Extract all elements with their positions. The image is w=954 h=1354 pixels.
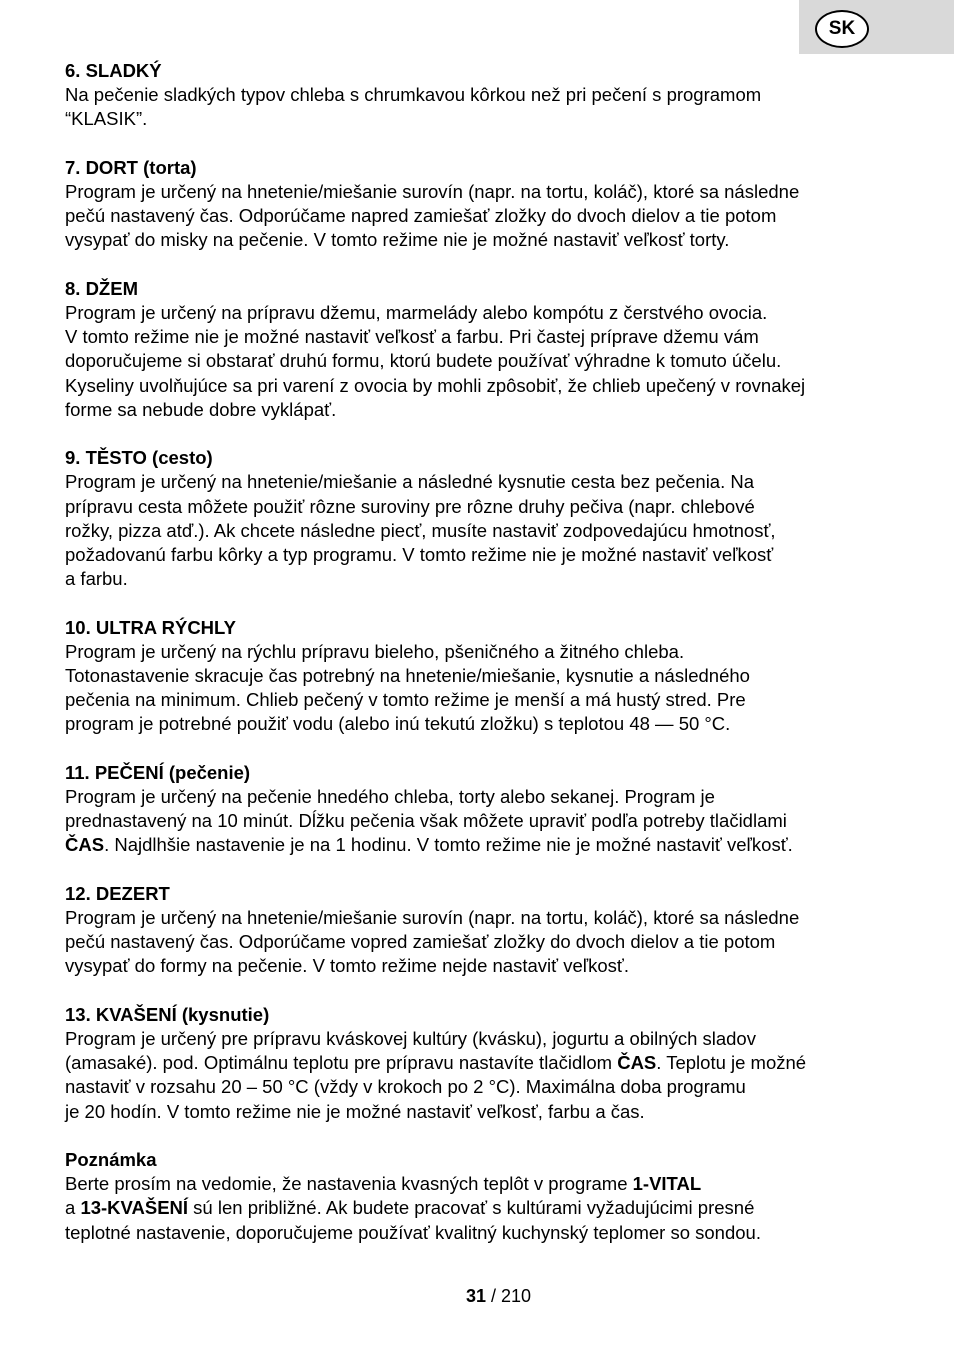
paragraph-text: (amasaké). pod. Optimálnu teplotu pre prípravu nastavíte tlačidlom — [65, 1052, 618, 1074]
paragraph-text: a — [65, 1197, 81, 1219]
paragraph-line: program je potrebné použiť vodu (alebo inú tekutú zložku) s teplotou 48 — 50 °C. — [65, 713, 731, 735]
program-name: 13-KVAŠENÍ — [80, 1197, 189, 1219]
page-total: / 210 — [486, 1286, 532, 1306]
paragraph-line: pečú nastavený čas. Odporúčame vopred zamiešať zložky do dvoch dielov a tie potom — [65, 931, 776, 953]
paragraph-text: sú len približné. Ak budete pracovať s kultúrami vyžadujúcimi presné — [188, 1197, 755, 1219]
page-current: 31 — [466, 1286, 487, 1306]
section-title: 10. ULTRA RÝCHLY — [65, 616, 236, 638]
paragraph-line: rožky, pizza atď.). Ak chcete následne piecť, musíte nastaviť zodpovedajúcu hmotnosť, — [65, 519, 776, 541]
section-dezert — [65, 882, 895, 979]
section-title: 12. DEZERT — [65, 882, 170, 904]
paragraph-line: “KLASIK”. — [65, 108, 148, 130]
paragraph-line: a farbu. — [65, 568, 128, 590]
section-testo — [65, 446, 895, 591]
page-number — [466, 1286, 531, 1307]
paragraph-line: Kyseliny uvolňujúce sa pri varení z ovocia by mohli zpôsobiť, že chlieb upečený v rovnakej — [65, 374, 806, 396]
language-badge: SK — [815, 10, 869, 48]
paragraph-line: doporučujeme si obstarať druhú formu, ktorú budete používať výhradne k tomuto účelu. — [65, 350, 782, 372]
paragraph-line: teplotné nastavenie, doporučujeme používať kvalitný kuchynský teplomer so sondou. — [65, 1221, 761, 1243]
paragraph-line: Program je určený na pečenie hnedého chleba, torty alebo sekanej. Program je — [65, 786, 715, 808]
section-dort — [65, 156, 895, 253]
paragraph-line: Program je určený na rýchlu prípravu bieleho, pšeničného a žitného chleba. — [65, 640, 685, 662]
section-peceni — [65, 761, 895, 858]
paragraph-line: prednastavený na 10 minút. Dĺžku pečenia však môžete upraviť podľa potreby tlačidlami — [65, 810, 787, 832]
paragraph-line: Program je určený na prípravu džemu, marmelády alebo kompótu z čerstvého ovocia. — [65, 302, 768, 323]
language-tab — [799, 0, 954, 54]
paragraph-line: vysypať do formy na pečenie. V tomto režime nejde nastaviť veľkosť. — [65, 955, 629, 977]
section-sladky — [65, 59, 895, 132]
paragraph-line: je 20 hodín. V tomto režime nie je možné nastaviť veľkosť, farbu a čas. — [65, 1100, 645, 1122]
cas-button-label: ČAS — [617, 1052, 657, 1074]
note-title: Poznámka — [65, 1149, 157, 1171]
paragraph-line: Program je určený pre prípravu kváskovej kultúry (kvásku), jogurtu a obilných sladov — [65, 1028, 756, 1050]
section-kvaseni — [65, 1003, 895, 1124]
section-title: 8. DŽEM — [65, 277, 138, 299]
paragraph-text: . Najdlhšie nastavenie je na 1 hodinu. V tomto režime nie je možné nastaviť veľkosť. — [104, 834, 793, 856]
section-title: 9. TĚSTO (cesto) — [65, 447, 213, 469]
paragraph-line: V tomto režime nie je možné nastaviť veľkosť a farbu. Pri častej príprave džemu vám — [65, 326, 759, 348]
paragraph-line: Program je určený na hnetenie/miešanie surovín (napr. na tortu, koláč), ktoré sa následne — [65, 907, 800, 929]
paragraph-line: forme sa nebude dobre vyklápať. — [65, 398, 337, 420]
paragraph-line: vysypať do misky na pečenie. V tomto režime nie je možné nastaviť veľkosť torty. — [65, 229, 730, 251]
paragraph-line: prípravu cesta môžete použiť rôzne suroviny pre rôzne druhy pečiva (napr. chlebové — [65, 495, 755, 517]
paragraph-text: Berte prosím na vedomie, že nastavenia kvasných teplôt v programe — [65, 1173, 633, 1195]
section-title: 11. PEČENÍ (pečenie) — [65, 761, 251, 783]
paragraph-line: Totonastavenie skracuje čas potrebný na hnetenie/miešanie, kysnutie a následného — [65, 665, 750, 687]
paragraph-line: pečenia na minimum. Chlieb pečený v tomto režime je menší a má hustý stred. Pre — [65, 689, 746, 711]
program-name: 1-VITAL — [632, 1173, 702, 1195]
section-title: 6. SLADKÝ — [65, 60, 162, 81]
paragraph-line: požadovanú farbu kôrky a typ programu. V tomto režime nie je možné nastaviť veľkosť — [65, 544, 774, 566]
paragraph-line — [65, 1196, 895, 1220]
paragraph-line: nastaviť v rozsahu 20 – 50 °C (vždy v krokoch po 2 °C). Maximálna doba programu — [65, 1076, 746, 1098]
cas-button-label: ČAS — [65, 834, 105, 856]
note-section — [65, 1148, 895, 1245]
paragraph-line: pečú nastavený čas. Odporúčame napred zamiešať zložky do dvoch dielov a tie potom — [65, 205, 777, 227]
section-dzem — [65, 277, 895, 422]
paragraph-line — [65, 833, 895, 857]
paragraph-line: Program je určený na hnetenie/miešanie surovín (napr. na tortu, koláč), ktoré sa následne — [65, 181, 800, 202]
paragraph-line: Program je určený na hnetenie/miešanie a následné kysnutie cesta bez pečenia. Na — [65, 471, 755, 493]
section-title: 13. KVAŠENÍ (kysnutie) — [65, 1003, 270, 1025]
paragraph-line — [65, 1172, 895, 1196]
manual-content — [65, 59, 895, 1269]
paragraph-text: . Teplotu je možné — [656, 1052, 807, 1074]
paragraph-line: Na pečenie sladkých typov chleba s chrumkavou kôrkou než pri pečení s programom — [65, 84, 762, 106]
paragraph-line — [65, 1051, 895, 1075]
section-ultra-rychly — [65, 616, 895, 737]
section-title: 7. DORT (torta) — [65, 156, 197, 178]
